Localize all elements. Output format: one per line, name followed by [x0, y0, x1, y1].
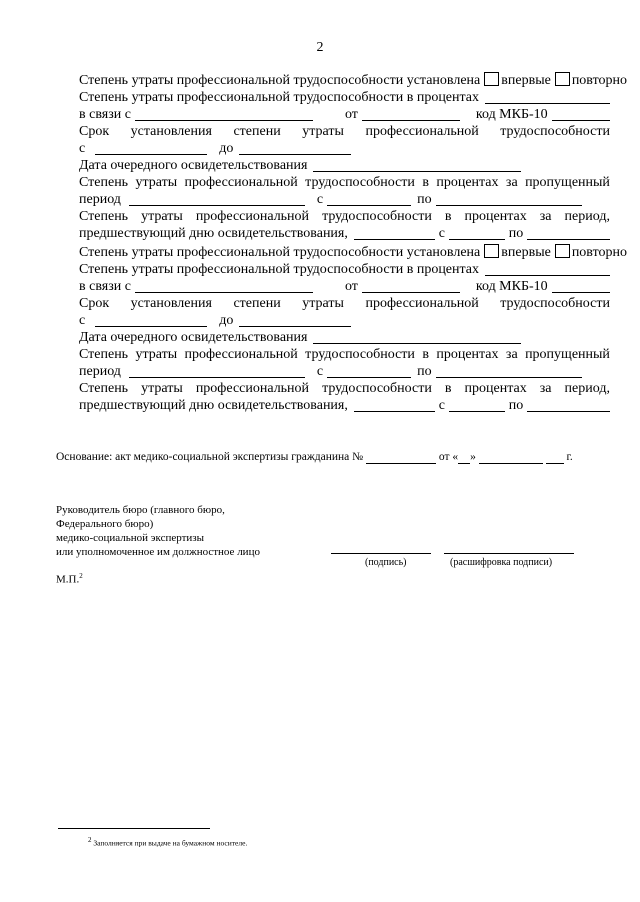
first-time-label: впервые: [501, 245, 551, 260]
prior-from-label: с: [438, 398, 445, 413]
prior-word: период,: [564, 381, 610, 396]
repeat-checkbox[interactable]: [555, 72, 570, 86]
basis-month-field[interactable]: [479, 449, 543, 464]
prior-to-label: по: [508, 226, 524, 241]
missed-word: трудоспособности: [305, 175, 415, 190]
basis-text: Основание: акт медико-социальной экспертизы гражданина №: [56, 451, 364, 463]
established-label: Степень утраты профессиональной трудоспособности установлена: [79, 245, 481, 260]
signature-role-2: Федерального бюро): [56, 518, 154, 530]
prior-word: утраты: [141, 381, 183, 396]
next-exam-label: Дата очередного освидетельствования: [79, 158, 308, 173]
missed-word: за: [505, 347, 518, 362]
prior-percent-field[interactable]: [354, 397, 435, 412]
term-until-field[interactable]: [239, 140, 351, 155]
percent-field[interactable]: [485, 261, 610, 276]
term-word: степени: [233, 124, 281, 139]
basis-number-field[interactable]: [366, 449, 436, 464]
prior-word: трудоспособности: [322, 209, 432, 224]
icd-field[interactable]: [552, 106, 610, 121]
due-to-row: [79, 106, 610, 123]
percent-label: Степень утраты профессиональной трудоспособности в процентах: [79, 90, 480, 105]
missed-from-label: с: [316, 364, 324, 379]
term-until-label: до: [219, 313, 234, 328]
missed-percent-field[interactable]: [129, 363, 305, 378]
signature-decode-field[interactable]: [444, 553, 574, 554]
first-time-checkbox[interactable]: [484, 244, 499, 258]
prior-from-label: с: [438, 226, 445, 241]
established-label: Степень утраты профессиональной трудоспособности установлена: [79, 73, 481, 88]
prior-from-field[interactable]: [449, 397, 505, 412]
prior-word: период,: [564, 209, 610, 224]
next-exam-row: [79, 329, 610, 346]
icd-label: код МКБ-10: [475, 107, 548, 122]
due-to-field[interactable]: [135, 278, 313, 293]
term-word: установления: [130, 124, 212, 139]
percent-field[interactable]: [485, 89, 610, 104]
footnote-divider: [58, 828, 210, 829]
established-row: [79, 72, 627, 89]
period-label: период: [79, 192, 121, 207]
term-from-label: с: [79, 313, 86, 328]
percent-label: Степень утраты профессиональной трудоспособности в процентах: [79, 262, 480, 277]
basis-year-field[interactable]: [546, 449, 564, 464]
missed-from-field[interactable]: [327, 363, 411, 378]
basis-year-label: г.: [566, 451, 573, 463]
prior-to-field[interactable]: [527, 397, 610, 412]
footnote-number: 2: [88, 836, 92, 844]
next-exam-row: [79, 157, 610, 174]
missed-period-row: [79, 174, 610, 191]
term-word: степени: [233, 296, 281, 311]
icd-label: код МКБ-10: [475, 279, 548, 294]
term-word: трудоспособности: [500, 296, 610, 311]
term-dates-row: [79, 140, 610, 157]
footnote-text: Заполняется при выдаче на бумажном носителе.: [93, 838, 248, 848]
repeat-label: повторно: [571, 245, 627, 260]
first-time-label: впервые: [501, 73, 551, 88]
from-date-field[interactable]: [362, 278, 460, 293]
missed-dates-row: [79, 191, 610, 208]
missed-from-field[interactable]: [327, 191, 411, 206]
missed-word: утраты: [135, 175, 178, 190]
from-label: от: [344, 279, 358, 294]
missed-to-label: по: [417, 192, 432, 207]
missed-dates-row: [79, 363, 610, 380]
prior-word: за: [539, 209, 552, 224]
prior-word: Степень: [79, 209, 129, 224]
repeat-checkbox[interactable]: [555, 244, 570, 258]
term-word: трудоспособности: [500, 124, 610, 139]
term-dates-row: [79, 312, 610, 329]
prior-dates-row: [79, 397, 610, 414]
next-exam-label: Дата очередного освидетельствования: [79, 330, 308, 345]
missed-word: Степень: [79, 175, 129, 190]
missed-to-field[interactable]: [436, 363, 582, 378]
prior-dates-row: [79, 225, 610, 242]
icd-field[interactable]: [552, 278, 610, 293]
missed-word: в: [422, 347, 429, 362]
percent-row: [79, 261, 610, 278]
missed-word: пропущенный: [525, 175, 610, 190]
missed-word: за: [505, 175, 518, 190]
due-to-row: [79, 278, 610, 295]
prior-word: процентах: [464, 381, 527, 396]
signature-field[interactable]: [331, 553, 431, 554]
prior-word: профессиональной: [195, 209, 310, 224]
missed-word: профессиональной: [184, 347, 298, 362]
percent-row: [79, 89, 610, 106]
term-until-field[interactable]: [239, 312, 351, 327]
missed-word: Степень: [79, 347, 129, 362]
signature-role-1: Руководитель бюро (главного бюро,: [56, 504, 225, 516]
due-to-label: в связи с: [79, 279, 131, 294]
footnote: [88, 836, 247, 848]
stamp-footnote-ref: 2: [79, 572, 83, 580]
prior-word: профессиональной: [195, 381, 310, 396]
prior-to-label: по: [508, 398, 524, 413]
missed-word: пропущенный: [525, 347, 610, 362]
missed-to-field[interactable]: [436, 191, 582, 206]
term-word: профессиональной: [365, 296, 479, 311]
missed-word: процентах: [436, 347, 499, 362]
term-word: Срок: [79, 124, 110, 139]
basis-quote-close: »: [470, 451, 476, 463]
missed-to-label: по: [417, 364, 432, 379]
prior-word: процентах: [464, 209, 527, 224]
basis-line: [56, 449, 573, 464]
term-word: Срок: [79, 296, 110, 311]
period-label: период: [79, 364, 121, 379]
term-row: [79, 295, 610, 312]
missed-word: профессиональной: [184, 175, 298, 190]
signature-label: (подпись): [365, 557, 407, 568]
prior-percent-field[interactable]: [354, 225, 435, 240]
repeat-label: повторно: [571, 73, 627, 88]
term-from-label: с: [79, 141, 86, 156]
missed-word: трудоспособности: [305, 347, 415, 362]
basis-from: от «: [438, 451, 459, 463]
signature-role-3: медико-социальной экспертизы: [56, 532, 205, 544]
prior-period-row: [79, 380, 610, 397]
prior-end-label: предшествующий дню освидетельствования,: [79, 226, 348, 241]
signature-decode-label: (расшифровка подписи): [450, 557, 553, 568]
missed-period-row: [79, 346, 610, 363]
prior-word: в: [444, 381, 452, 396]
prior-word: утраты: [141, 209, 183, 224]
due-to-label: в связи с: [79, 107, 131, 122]
missed-word: утраты: [135, 347, 178, 362]
prior-word: в: [444, 209, 452, 224]
term-from-field[interactable]: [95, 312, 207, 327]
missed-percent-field[interactable]: [129, 191, 305, 206]
missed-from-label: с: [316, 192, 324, 207]
term-word: установления: [130, 296, 212, 311]
term-row: [79, 123, 610, 140]
prior-word: за: [539, 381, 552, 396]
prior-word: Степень: [79, 381, 129, 396]
next-exam-field[interactable]: [313, 157, 521, 172]
stamp-text: М.П.: [56, 573, 80, 586]
due-to-field[interactable]: [135, 106, 313, 121]
established-row: [79, 244, 627, 261]
signature-role-4: или уполномоченное им должностное лицо: [56, 546, 260, 558]
missed-word: в: [422, 175, 429, 190]
term-word: утраты: [302, 296, 344, 311]
prior-period-row: [79, 208, 610, 225]
prior-end-label: предшествующий дню освидетельствования,: [79, 398, 348, 413]
next-exam-field[interactable]: [313, 329, 521, 344]
first-time-checkbox[interactable]: [484, 72, 499, 86]
prior-to-field[interactable]: [527, 225, 610, 240]
term-until-label: до: [219, 141, 234, 156]
term-word: профессиональной: [365, 124, 479, 139]
missed-word: процентах: [436, 175, 499, 190]
basis-day-field[interactable]: [458, 449, 470, 464]
page-number: 2: [316, 40, 324, 55]
term-from-field[interactable]: [95, 140, 207, 155]
stamp-label: [56, 570, 83, 587]
prior-word: трудоспособности: [322, 381, 432, 396]
from-date-field[interactable]: [362, 106, 460, 121]
term-word: утраты: [302, 124, 344, 139]
from-label: от: [344, 107, 358, 122]
prior-from-field[interactable]: [449, 225, 505, 240]
